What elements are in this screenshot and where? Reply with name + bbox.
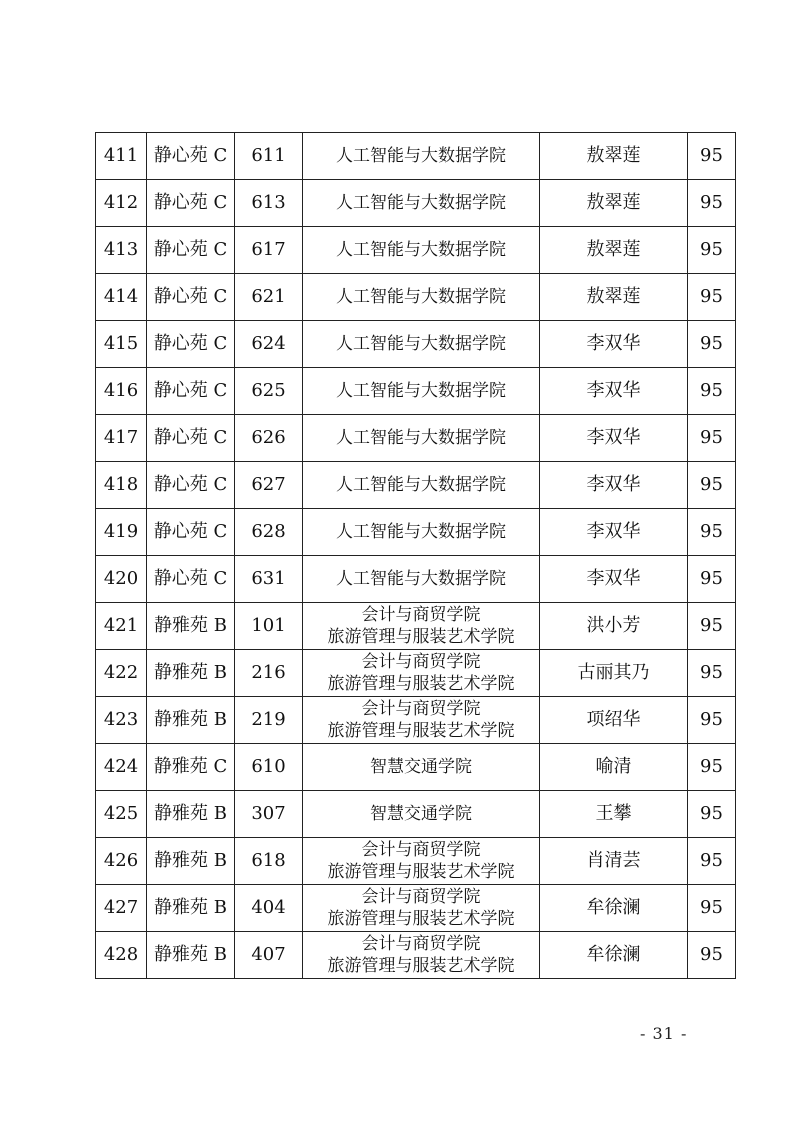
table-row [96,791,736,838]
table-row [96,274,736,321]
college-name: 人工智能与大数据学院 [336,240,506,260]
teacher-cell: 肖清芸 [540,838,688,885]
college-cell [303,885,540,932]
teacher-cell: 李双华 [540,462,688,509]
college-cell [303,697,540,744]
college-name: 旅游管理与服装艺术学院 [327,862,515,882]
score-cell: 95 [688,509,736,556]
table-row [96,227,736,274]
college-name: 旅游管理与服装艺术学院 [327,721,515,741]
score-cell: 95 [688,791,736,838]
teacher-cell: 李双华 [540,415,688,462]
college-cell [303,133,540,180]
row-number-cell: 420 [96,556,147,603]
college-name: 会计与商贸学院 [361,699,481,719]
building-cell: 静心苑 C [147,462,235,509]
room-number-cell: 307 [235,791,303,838]
college-cell [303,180,540,227]
table-body [96,133,736,979]
college-name: 人工智能与大数据学院 [336,428,506,448]
teacher-cell: 敖翠莲 [540,133,688,180]
page-number: - 31 - [640,1024,688,1043]
college-name: 人工智能与大数据学院 [336,287,506,307]
score-cell: 95 [688,133,736,180]
college-cell [303,932,540,979]
row-number-cell: 414 [96,274,147,321]
teacher-cell: 牟徐澜 [540,932,688,979]
score-cell: 95 [688,603,736,650]
row-number-cell: 413 [96,227,147,274]
teacher-cell: 李双华 [540,556,688,603]
building-cell: 静雅苑 B [147,650,235,697]
row-number-cell: 428 [96,932,147,979]
row-number-cell: 419 [96,509,147,556]
teacher-cell: 李双华 [540,321,688,368]
teacher-cell: 李双华 [540,509,688,556]
building-cell: 静心苑 C [147,321,235,368]
college-cell [303,603,540,650]
building-cell: 静雅苑 B [147,791,235,838]
score-cell: 95 [688,697,736,744]
college-cell [303,650,540,697]
score-cell: 95 [688,321,736,368]
room-number-cell: 101 [235,603,303,650]
room-number-cell: 624 [235,321,303,368]
room-number-cell: 628 [235,509,303,556]
table-row [96,603,736,650]
college-name: 旅游管理与服装艺术学院 [327,627,515,647]
row-number-cell: 427 [96,885,147,932]
score-cell: 95 [688,274,736,321]
room-number-cell: 611 [235,133,303,180]
building-cell: 静心苑 C [147,227,235,274]
room-number-cell: 613 [235,180,303,227]
room-number-cell: 404 [235,885,303,932]
room-number-cell: 627 [235,462,303,509]
room-number-cell: 625 [235,368,303,415]
college-name: 人工智能与大数据学院 [336,475,506,495]
building-cell: 静雅苑 B [147,838,235,885]
row-number-cell: 418 [96,462,147,509]
table-row [96,697,736,744]
teacher-cell: 牟徐澜 [540,885,688,932]
building-cell: 静心苑 C [147,556,235,603]
building-cell: 静心苑 C [147,509,235,556]
teacher-cell: 李双华 [540,368,688,415]
room-number-cell: 407 [235,932,303,979]
row-number-cell: 425 [96,791,147,838]
score-cell: 95 [688,462,736,509]
table-row [96,650,736,697]
college-name: 人工智能与大数据学院 [336,522,506,542]
college-name: 会计与商贸学院 [361,652,481,672]
college-cell [303,838,540,885]
teacher-cell: 项绍华 [540,697,688,744]
building-cell: 静心苑 C [147,133,235,180]
college-name: 人工智能与大数据学院 [336,569,506,589]
score-cell: 95 [688,838,736,885]
college-cell [303,791,540,838]
table-row [96,415,736,462]
score-cell: 95 [688,368,736,415]
college-cell [303,462,540,509]
table-row [96,838,736,885]
table-row [96,885,736,932]
table-row [96,368,736,415]
college-name: 会计与商贸学院 [361,840,481,860]
row-number-cell: 424 [96,744,147,791]
building-cell: 静雅苑 B [147,932,235,979]
college-cell [303,274,540,321]
row-number-cell: 411 [96,133,147,180]
college-name: 人工智能与大数据学院 [336,146,506,166]
score-cell: 95 [688,932,736,979]
room-number-cell: 631 [235,556,303,603]
row-number-cell: 415 [96,321,147,368]
college-name: 人工智能与大数据学院 [336,381,506,401]
college-name: 旅游管理与服装艺术学院 [327,674,515,694]
college-cell [303,556,540,603]
college-cell [303,321,540,368]
room-number-cell: 219 [235,697,303,744]
college-cell [303,368,540,415]
row-number-cell: 426 [96,838,147,885]
building-cell: 静雅苑 B [147,603,235,650]
college-cell [303,744,540,791]
row-number-cell: 416 [96,368,147,415]
score-cell: 95 [688,650,736,697]
score-cell: 95 [688,180,736,227]
teacher-cell: 敖翠莲 [540,180,688,227]
teacher-cell: 敖翠莲 [540,274,688,321]
table-row [96,556,736,603]
college-name: 智慧交通学院 [370,804,472,824]
row-number-cell: 417 [96,415,147,462]
college-name: 旅游管理与服装艺术学院 [327,956,515,976]
college-cell [303,227,540,274]
dormitory-score-table [95,132,736,979]
score-cell: 95 [688,415,736,462]
table-row [96,509,736,556]
college-cell [303,415,540,462]
table-row [96,180,736,227]
table-row [96,321,736,368]
building-cell: 静雅苑 C [147,744,235,791]
room-number-cell: 610 [235,744,303,791]
college-name: 智慧交通学院 [370,757,472,777]
college-name: 人工智能与大数据学院 [336,334,506,354]
college-name: 会计与商贸学院 [361,887,481,907]
college-name: 旅游管理与服装艺术学院 [327,909,515,929]
building-cell: 静雅苑 B [147,697,235,744]
table-row [96,932,736,979]
room-number-cell: 216 [235,650,303,697]
teacher-cell: 王攀 [540,791,688,838]
college-cell [303,509,540,556]
score-cell: 95 [688,885,736,932]
row-number-cell: 423 [96,697,147,744]
college-name: 人工智能与大数据学院 [336,193,506,213]
room-number-cell: 626 [235,415,303,462]
row-number-cell: 422 [96,650,147,697]
table-row [96,462,736,509]
teacher-cell: 洪小芳 [540,603,688,650]
building-cell: 静心苑 C [147,415,235,462]
room-number-cell: 621 [235,274,303,321]
building-cell: 静心苑 C [147,274,235,321]
score-cell: 95 [688,744,736,791]
teacher-cell: 喻清 [540,744,688,791]
college-name: 会计与商贸学院 [361,605,481,625]
table-row [96,133,736,180]
row-number-cell: 421 [96,603,147,650]
teacher-cell: 敖翠莲 [540,227,688,274]
teacher-cell: 古丽其乃 [540,650,688,697]
building-cell: 静心苑 C [147,368,235,415]
score-cell: 95 [688,227,736,274]
building-cell: 静心苑 C [147,180,235,227]
table-row [96,744,736,791]
score-cell: 95 [688,556,736,603]
building-cell: 静雅苑 B [147,885,235,932]
room-number-cell: 617 [235,227,303,274]
row-number-cell: 412 [96,180,147,227]
room-number-cell: 618 [235,838,303,885]
college-name: 会计与商贸学院 [361,934,481,954]
